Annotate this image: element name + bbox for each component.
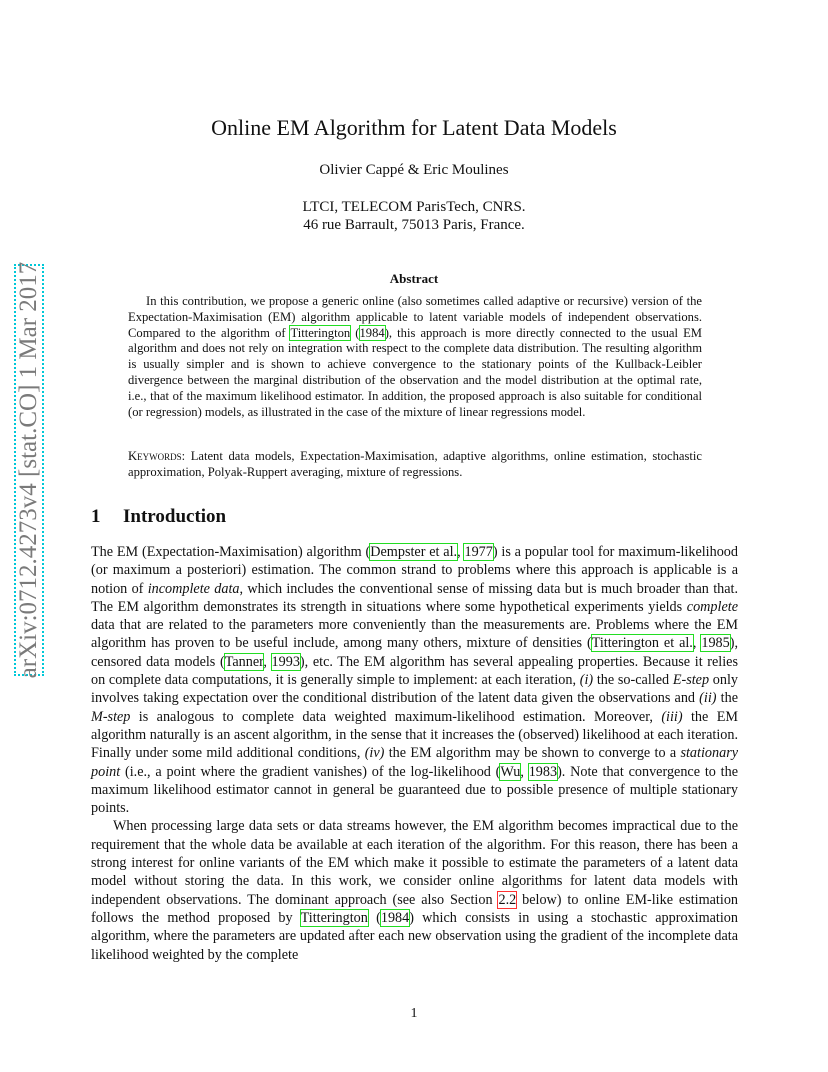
emphasis: E-step: [672, 672, 710, 689]
affiliation-line-1: LTCI, TELECOM ParisTech, CNRS.: [302, 199, 526, 215]
citation-year-link[interactable]: 1985: [701, 635, 730, 652]
body-text: only involves taking expectation over the conditional distribution of the latent data given the observations and: [91, 672, 738, 707]
body-text: the EM algorithm naturally is an ascent algorithm, in the sense that it increases the (observed) likelihood at each iteration. Finally under some mild additional conditions,: [91, 708, 738, 762]
citation-link[interactable]: Titterington et al.: [591, 635, 693, 652]
section-body: [91, 543, 738, 964]
section-reference-link[interactable]: 2.2: [498, 891, 517, 908]
citation-year-link[interactable]: 1977: [464, 544, 493, 560]
citation-link[interactable]: Tanner: [224, 653, 264, 670]
paper-title: Online EM Algorithm for Latent Data Models: [211, 115, 617, 140]
body-text: ,: [520, 763, 529, 780]
abstract-text: ), this approach is more directly connected to the usual EM algorithm and does not rely on integration with respect to the complete data distribution. The resulting algorithm is usually simpler and is shown to achieve convergence to the stationary points of the Kullback-Leibler divergence between the marginal distribution of the observation and the model distribution at the optimal rate, i.e., that of the maximum likelihood estimator. In addition, the proposed approach is also suitable for conditional (or regression) models, as illustrated in the case of the mixture of linear regressions model.: [128, 325, 702, 419]
citation-year-link[interactable]: 1983: [528, 763, 558, 780]
body-text: (i.e., a point where the gradient vanishes) of the log-likelihood (: [120, 763, 501, 780]
section-heading: [91, 506, 226, 528]
emphasis: (i): [579, 672, 594, 689]
body-text: ,: [263, 653, 272, 670]
citation-link[interactable]: Dempster et al.: [370, 544, 458, 560]
body-text: ,: [692, 635, 702, 652]
body-text: the: [716, 690, 738, 707]
citation-link[interactable]: Titterington: [290, 325, 351, 340]
body-text: ) is a popular tool for maximum-likelihood (or maximum a posteriori) estimation. The common strand to problems where this approach is applicable is a notion of: [91, 544, 738, 597]
paragraph: [91, 817, 738, 963]
body-text: When processing large data sets or data streams however, the EM algorithm becomes impractical due to the requirement that the whole data be available at each iteration of the algorithm. For this reason, there has been a strong interest for online variants of the EM which make it possible to estimate the parameters of a latent data model without storing the data. In this work, we consider online algorithms for latent data models with independent observations. The dominant approach (see also Section: [91, 818, 738, 908]
abstract-text: (: [350, 325, 360, 340]
citation-link[interactable]: Wu: [500, 763, 521, 780]
page-number: 1: [410, 1006, 418, 1021]
body-text: ,: [457, 544, 465, 560]
section-title: Introduction: [123, 506, 227, 527]
emphasis: stationary point: [91, 745, 739, 780]
affiliation-line-2: 46 rue Barrault, 75013 Paris, France.: [303, 217, 525, 233]
citation-link[interactable]: Titterington: [300, 909, 368, 926]
emphasis: (iv): [364, 745, 385, 762]
abstract-text: In this contribution, we propose a generic online (also sometimes called adaptive or recursive) version of the Expectation-Maximisation (EM) algorithm applicable to latent variable models of independent observations. Compared to the algorithm of: [128, 294, 702, 340]
keywords: [128, 449, 702, 481]
body-text: ) which consists in using a stochastic approximation algorithm, where the parameters are updated after each new observation using the gradient of the incomplete data likelihood weighted by the complete: [91, 909, 738, 963]
body-text: ). Note that convergence to the maximum likelihood estimator cannot in general be guaranteed due to possible presence of multiple stationary points.: [91, 763, 738, 817]
arxiv-stamp-text: arXiv:0712.4273v4 [stat.CO] 1 Mar 2017: [15, 261, 42, 679]
body-text: the EM algorithm may be shown to converge to a: [384, 745, 681, 762]
affiliation: [0, 198, 828, 234]
arxiv-stamp[interactable]: [14, 261, 44, 679]
abstract-body: [128, 294, 702, 420]
emphasis: incomplete data: [147, 580, 240, 597]
paper-authors: Olivier Cappé & Eric Moulines: [319, 162, 509, 178]
body-text: the so-called: [593, 672, 673, 689]
body-text: (: [367, 909, 381, 926]
citation-year-link[interactable]: 1984: [359, 325, 385, 340]
emphasis: (ii): [699, 690, 717, 707]
body-text: ), etc. The EM algorithm has several appealing properties. Because it relies on complete data computations, it is generally simple to implement: at each iteration,: [91, 653, 739, 689]
body-text: , which includes the conventional sense of missing data but is much broader than that. The EM algorithm demonstrates its strength in situations where some hypothetical experiments yields: [91, 580, 739, 615]
body-text: is analogous to complete data weighted maximum-likelihood estimation. Moreover,: [130, 708, 662, 725]
citation-year-link[interactable]: 1984: [380, 909, 410, 926]
citation-year-link[interactable]: 1993: [271, 653, 300, 670]
body-text: below) to online EM-like estimation follows the method proposed by: [91, 891, 739, 926]
emphasis: complete: [686, 598, 738, 615]
keywords-label: Keywords:: [128, 449, 186, 463]
body-text: data that are related to the parameters more conveniently than the measurements are. Problems where the EM algorithm has proven to be useful include, among many others, mixture of densities (: [91, 617, 738, 652]
section-number: 1: [91, 506, 101, 527]
body-text: The EM (Expectation-Maximisation) algorithm (: [91, 544, 371, 560]
paragraph: [91, 543, 738, 817]
abstract-heading: Abstract: [389, 271, 439, 286]
body-text: ), censored data models (: [91, 635, 738, 670]
emphasis: M-step: [91, 708, 131, 725]
emphasis: (iii): [661, 708, 683, 725]
keywords-text: Latent data models, Expectation-Maximisation, adaptive algorithms, online estimation, stochastic approximation, Polyak-Ruppert averaging, mixture of regressions.: [128, 449, 702, 479]
